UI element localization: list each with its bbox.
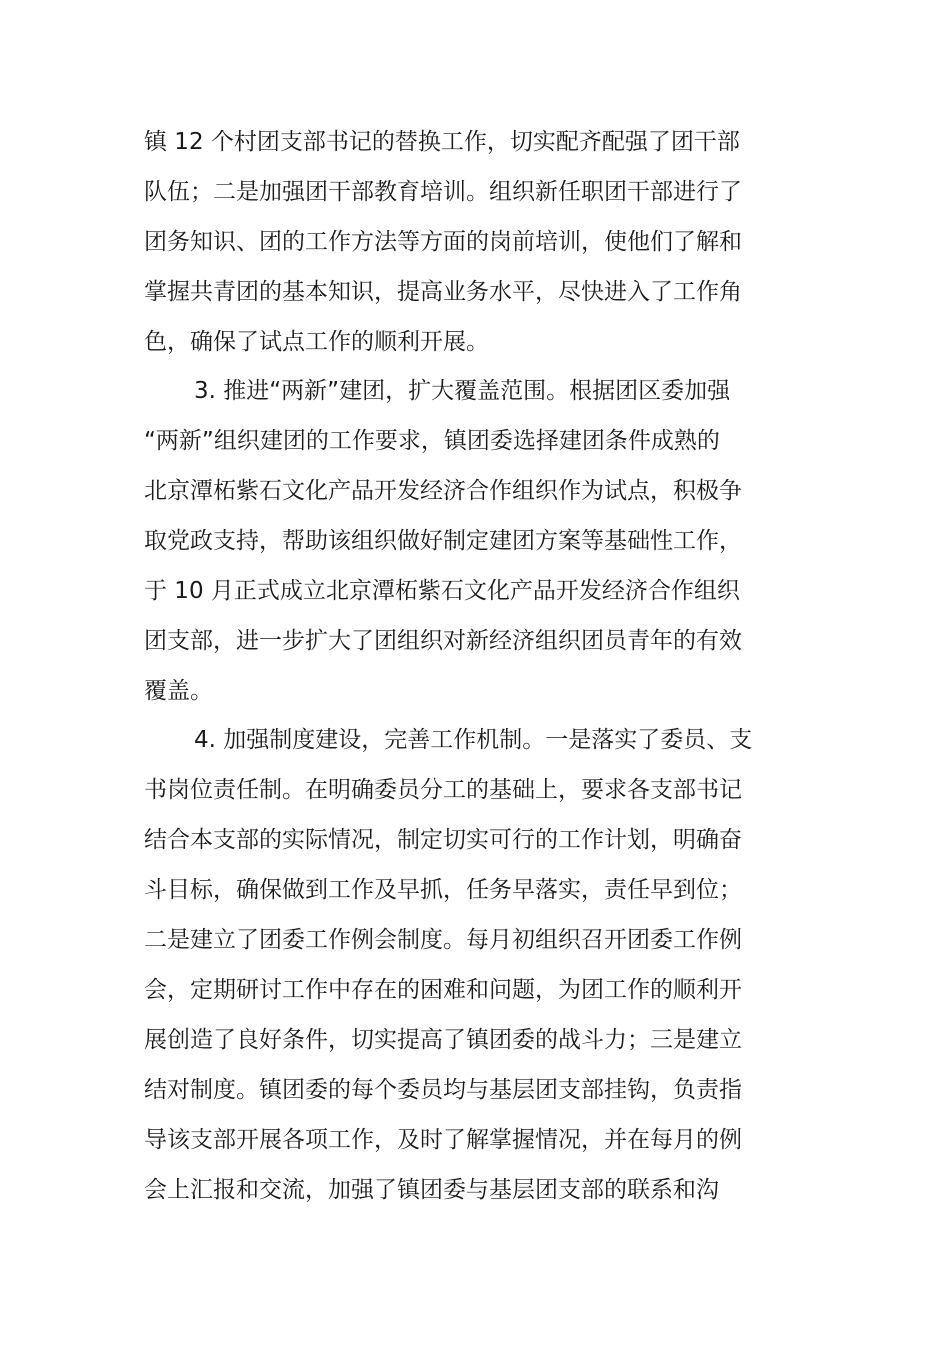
text-line-10: 于 10 月正式成立北京潭柘紫石文化产品开发经济合作组织 xyxy=(144,578,740,604)
text-line-7: “两新”组织建团的工作要求，镇团委选择建团条件成熟的 xyxy=(144,428,720,454)
text-line-11: 团支部，进一步扩大了团组织对新经济组织团员青年的有效 xyxy=(144,628,742,654)
text-line-16: 斗目标，确保做到工作及早抓，任务早落实，责任早到位； xyxy=(144,877,742,903)
text-line-4: 掌握共青团的基本知识，提高业务水平，尽快进入了工作角 xyxy=(144,279,742,305)
text-line-20: 结对制度。镇团委的每个委员均与基层团支部挂钩，负责指 xyxy=(144,1077,742,1103)
text-line-22: 会上汇报和交流，加强了镇团委与基层团支部的联系和沟 xyxy=(144,1177,719,1203)
text-line-15: 结合本支部的实际情况，制定切实可行的工作计划，明确奋 xyxy=(144,827,742,853)
text-line-19: 展创造了良好条件，切实提高了镇团委的战斗力；三是建立 xyxy=(144,1027,742,1053)
text-line-9: 取党政支持，帮助该组织做好制定建团方案等基础性工作， xyxy=(144,528,742,554)
text-line-18: 会，定期研讨工作中存在的困难和问题，为团工作的顺利开 xyxy=(144,977,742,1003)
text-line-14: 书岗位责任制。在明确委员分工的基础上，要求各支部书记 xyxy=(144,777,742,803)
paragraph-3-first-line: 3. 推进“两新”建团，扩大覆盖范围。根据团区委加强 xyxy=(194,378,731,404)
text-line-8: 北京潭柘紫石文化产品开发经济合作组织作为试点，积极争 xyxy=(144,478,742,504)
text-line-2: 队伍；二是加强团干部教育培训。组织新任职团干部进行了 xyxy=(144,179,742,205)
text-line-3: 团务知识、团的工作方法等方面的岗前培训，使他们了解和 xyxy=(144,229,742,255)
text-line-12: 覆盖。 xyxy=(144,678,213,704)
text-line-17: 二是建立了团委工作例会制度。每月初组织召开团委工作例 xyxy=(144,927,742,953)
text-line-5: 色，确保了试点工作的顺利开展。 xyxy=(144,329,489,355)
paragraph-4-first-line: 4. 加强制度建设，完善工作机制。一是落实了委员、支 xyxy=(194,727,753,753)
text-line-1: 镇 12 个村团支部书记的替换工作，切实配齐配强了团干部 xyxy=(144,129,740,155)
text-line-21: 导该支部开展各项工作，及时了解掌握情况，并在每月的例 xyxy=(144,1127,742,1153)
